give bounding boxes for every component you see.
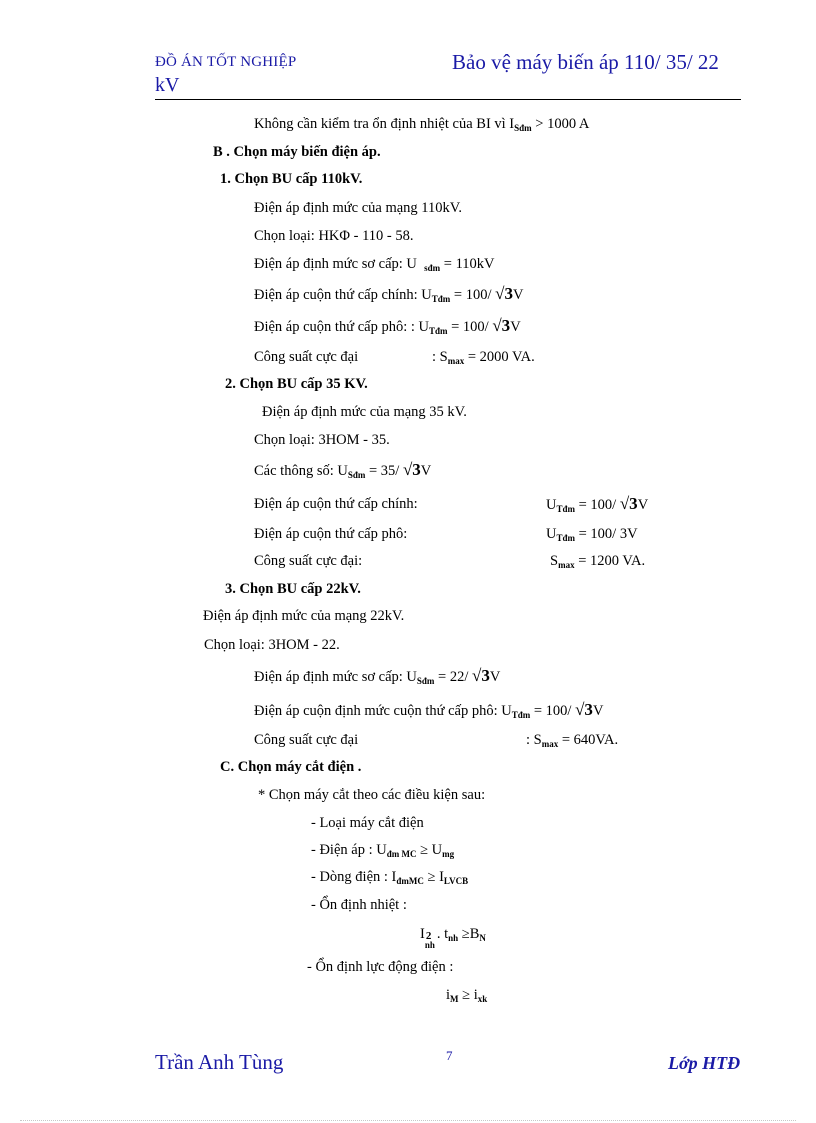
footer-class: Lớp HTĐ: [668, 1053, 741, 1073]
bu110-type: Chọn loại: HKΦ - 110 - 58.: [254, 228, 414, 244]
bu35-secondary-main-value: $U_{Tđm} = 100/$ √3V: [546, 494, 649, 514]
cb-condition-voltage: - Điện áp : $U_{đm MC} \ge U_{mg}$: [311, 842, 455, 859]
sqrt3-symbol: √3: [402, 460, 421, 479]
bu35-rated-voltage: Điện áp định mức của mạng 35 kV.: [262, 404, 467, 420]
bu22-type: Chọn loại: 3HOM - 22.: [204, 637, 340, 653]
sqrt3-symbol: √3: [495, 284, 513, 303]
sqrt3-symbol: √3: [472, 666, 490, 685]
header-title-continuation: kV: [155, 74, 180, 96]
cb-selection-intro: * Chọn máy cắt theo các điều kiện sau:: [258, 787, 486, 803]
section-b-heading: B . Chọn máy biến điện áp.: [213, 144, 381, 160]
cb-condition-type: - Loại máy cắt điện: [311, 815, 424, 831]
bu35-max-power-value: $S_{max} = 1200$ VA.: [550, 553, 646, 570]
bu35-type: Chọn loại: 3HOM - 35.: [254, 432, 390, 448]
header-divider: [155, 99, 741, 100]
ct-note: Không cần kiểm tra ổn định nhiệt của BI vì $I_{Sđm} > 1000$ A: [254, 116, 590, 133]
page-bottom-border: [20, 1120, 796, 1121]
bu22-primary: Điện áp định mức sơ cấp: $U_{Sđm} = 22/$ √3V: [254, 666, 501, 686]
bu110-max-power: Công suất cực đại: [254, 349, 359, 365]
bu110-secondary-aux: Điện áp cuộn thứ cấp phô: : $U_{Tđm} = 100/$ √3V: [254, 316, 521, 336]
cb-condition-thermal: - Ổn định nhiệt :: [311, 897, 407, 913]
cb-condition-current: - Dòng điện : $I_{đmMC} \ge I_{LVCB}$: [311, 869, 469, 886]
header-title-left: ĐỒ ÁN TỐT NGHIỆP: [155, 54, 297, 70]
bu22-max-power-value: : $S_{max} = 640VA$.: [526, 732, 619, 749]
bu110-secondary-main: Điện áp cuộn thứ cấp chính: $U_{Tđm} = 100/$ √3V: [254, 284, 524, 304]
bu35-parameters: Các thông số: $U_{Sđm} = 35/$ √3V: [254, 460, 432, 480]
bu-110-heading: 1. Chọn BU cấp 110kV.: [220, 171, 363, 187]
header-title-right: Bảo vệ máy biến áp 110/ 35/ 22: [452, 50, 719, 74]
bu35-secondary-aux-value: $U_{Tđm} = 100/$ 3V: [546, 526, 638, 543]
page-number: 7: [446, 1048, 453, 1063]
bu-35-heading: 2. Chọn BU cấp 35 KV.: [225, 376, 368, 392]
section-c-heading: C. Chọn máy cắt điện .: [220, 759, 362, 775]
bu-22-heading: 3. Chọn BU cấp 22kV.: [225, 581, 361, 597]
bu110-primary: Điện áp định mức sơ cấp: U $_{sđm}$ = 110kV: [254, 256, 495, 273]
footer-author: Trần Anh Tùng: [155, 1050, 284, 1074]
sqrt3-symbol: √3: [492, 316, 511, 335]
bu110-max-power-value: : $S_{max} = 2000$ VA.: [432, 349, 535, 366]
cb-condition-dynamic: - Ổn định lực động điện :: [307, 959, 454, 975]
sqrt3-symbol: √3: [575, 700, 593, 719]
bu35-secondary-aux-label: Điện áp cuộn thứ cấp phô:: [254, 526, 408, 542]
bu35-max-power-label: Công suất cực đại:: [254, 553, 363, 569]
bu22-max-power-label: Công suất cực đại: [254, 732, 359, 748]
bu110-rated-voltage: Điện áp định mức của mạng 110kV.: [254, 200, 462, 216]
dynamic-formula: $i_M \ge i_{xk}$: [446, 987, 488, 1004]
bu22-secondary-aux: Điện áp cuộn định mức cuộn thứ cấp phô: $U_{Tđm} = 100/$ √3V: [254, 700, 604, 720]
thermal-formula: I 2 nh . $t_{nh} \ge B_N$: [420, 926, 486, 950]
sqrt3-symbol: √3: [619, 494, 638, 513]
bu22-rated-voltage: Điện áp định mức của mạng 22kV.: [203, 608, 405, 624]
bu35-secondary-main-label: Điện áp cuộn thứ cấp chính:: [254, 496, 418, 512]
